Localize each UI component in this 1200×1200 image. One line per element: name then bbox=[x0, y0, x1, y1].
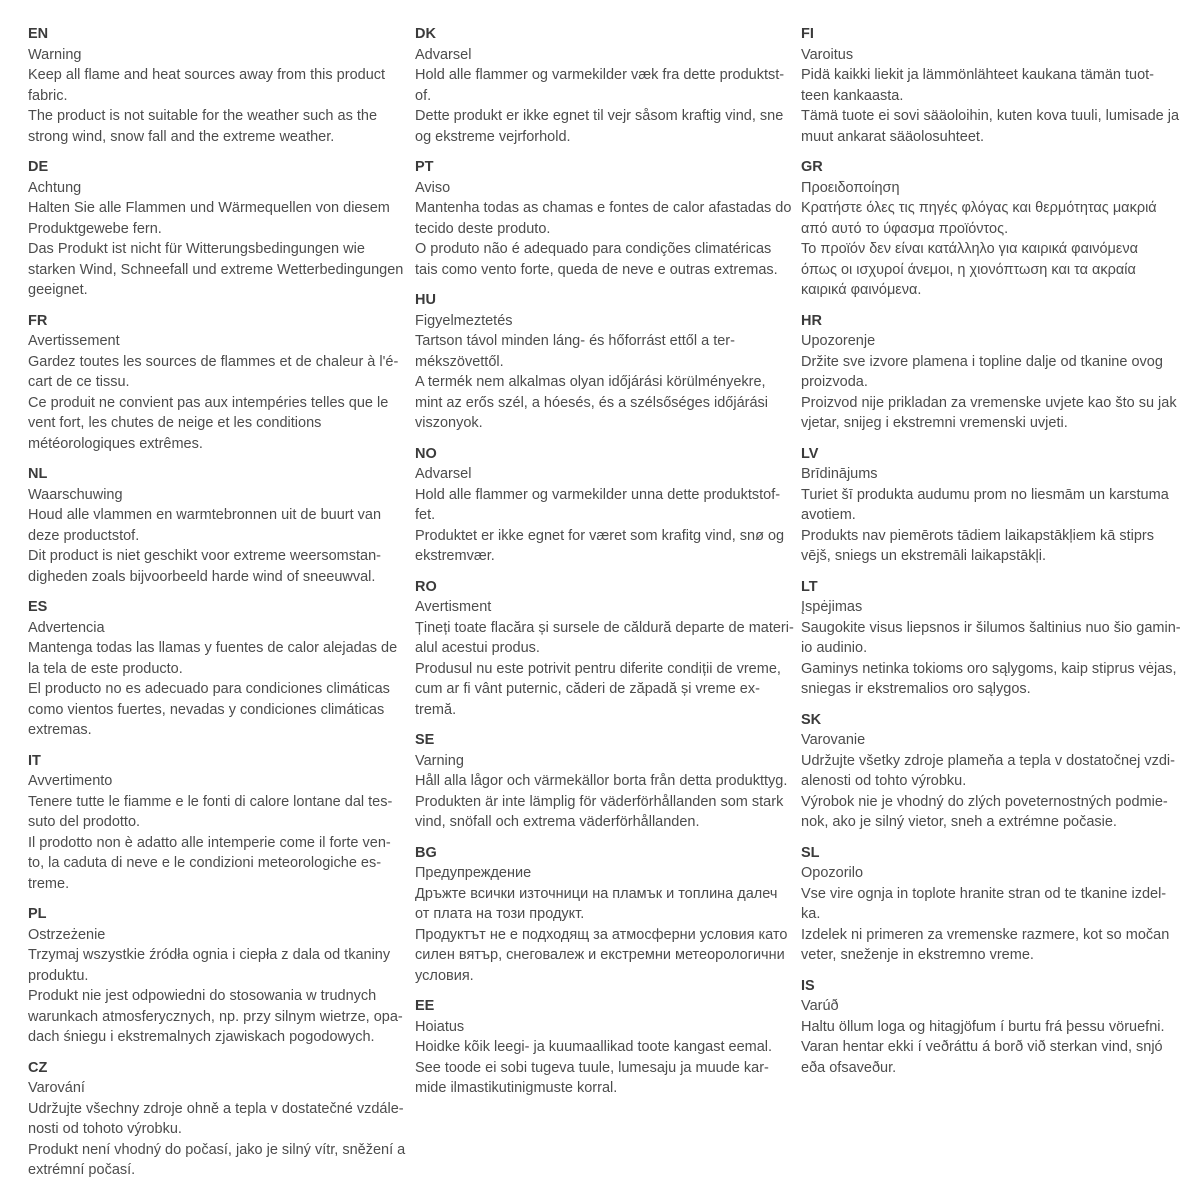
warning-text-line: A termék nem alkalmas olyan időjárási körülményekre, bbox=[415, 374, 766, 390]
warning-word: Įspėjimas bbox=[801, 599, 863, 615]
warning-word: Opozorilo bbox=[801, 865, 864, 881]
warning-word: Ostrzeżenie bbox=[28, 926, 106, 943]
warning-text-line: nosti od tohoto výrobku. bbox=[28, 1121, 182, 1137]
warning-text-line: Το προϊόν δεν είναι κατάλληλο για καιρικά φαινόμενα bbox=[801, 241, 1138, 257]
warning-word: Hoiatus bbox=[415, 1018, 465, 1035]
language-code: IT bbox=[28, 752, 41, 769]
warning-word: Advertencia bbox=[28, 619, 105, 636]
warning-text-line: alul acestui produs. bbox=[415, 640, 540, 656]
warning-text-line: Izdelek ni primeren za vremenske razmere, kot so močan bbox=[801, 926, 1170, 943]
language-code: CZ bbox=[28, 1059, 48, 1076]
language-code: RO bbox=[415, 578, 437, 595]
warning-word: Varovanie bbox=[801, 732, 866, 748]
warning-text-line: tais como vento forte, queda de neve e outras extremas. bbox=[415, 261, 778, 278]
warning-word: Varoitus bbox=[801, 46, 854, 63]
warning-text-line: силен вятър, снеговалеж и екстремни метеорологични bbox=[415, 947, 785, 963]
warning-text-line: suto del prodotto. bbox=[28, 814, 141, 830]
warning-text-line: Vse vire ognja in toplote hranite stran od te tkanine izdel- bbox=[801, 885, 1167, 902]
warning-text-line: veter, sneženje in ekstremno vreme. bbox=[801, 947, 1034, 963]
warning-text-line: deze productstof. bbox=[28, 527, 140, 544]
warning-text-line: cart de ce tissu. bbox=[28, 374, 130, 390]
warning-word: Avvertimento bbox=[28, 773, 113, 789]
warning-text-line: la tela de este producto. bbox=[28, 660, 183, 677]
warning-word: Avertissement bbox=[28, 333, 120, 349]
warning-word: Achtung bbox=[28, 179, 82, 196]
warning-text-line: Дръжте всички източници на пламък и топлина далеч bbox=[415, 885, 778, 902]
warning-text-line: Saugokite visus liepsnos ir šilumos šaltinius nuo šio gamin- bbox=[801, 619, 1181, 636]
warning-word: Advarsel bbox=[415, 46, 472, 63]
warning-text-line: avotiem. bbox=[801, 507, 856, 523]
warning-section-se bbox=[415, 730, 801, 833]
warning-word: Varning bbox=[415, 752, 464, 769]
warning-word: Предупреждение bbox=[415, 865, 532, 881]
warning-text-line: proizvoda. bbox=[801, 374, 868, 390]
warning-text-line: Tenere tutte le fiamme e le fonti di calore lontane dal tes- bbox=[28, 793, 393, 810]
warning-text-line: Tämä tuote ei sovi sääoloihin, kuten kova tuuli, lumisade ja bbox=[801, 108, 1180, 124]
warning-text-line: eða ofsaveður. bbox=[801, 1059, 897, 1076]
warning-section-pt bbox=[415, 157, 801, 280]
language-code: SE bbox=[415, 732, 435, 748]
warning-text-line: Gardez toutes les sources de flammes et de chaleur à l'é- bbox=[28, 353, 399, 370]
warning-text-line: digheden zoals bijvoorbeeld harde wind of sneeuwval. bbox=[28, 568, 376, 585]
warning-text-line: io audinio. bbox=[801, 640, 868, 656]
language-code: FR bbox=[28, 312, 48, 329]
warning-text-line: условия. bbox=[415, 967, 474, 984]
warning-text-line: Dette produkt er ikke egnet til vejr såsom kraftig vind, sne bbox=[415, 108, 784, 124]
warning-text-line: og ekstreme vejrforhold. bbox=[415, 128, 571, 145]
warning-text-line: mide ilmastikutinigmuste korral. bbox=[415, 1080, 618, 1096]
warning-text-line: dach śniegu i ekstremalnych zjawiskach pogodowych. bbox=[28, 1029, 375, 1045]
warning-text-line: Κρατήστε όλες τις πηγές φλόγας και θερμότητας μακριά bbox=[801, 200, 1157, 216]
warning-text-line: Hold alle flammer og varmekilder væk fra dette produktst- bbox=[415, 67, 785, 83]
warning-text-line: treme. bbox=[28, 875, 70, 892]
warning-text-line: El producto no es adecuado para condiciones climáticas bbox=[28, 681, 390, 697]
warning-section-ro bbox=[415, 577, 801, 721]
warning-section-is bbox=[801, 976, 1200, 1079]
warning-text-line: météorologiques extrêmes. bbox=[28, 435, 203, 452]
warning-text-line: of. bbox=[415, 87, 432, 104]
language-code: PT bbox=[415, 159, 434, 175]
warning-text-line: Produkt není vhodný do počasí, jako je silný vítr, sněžení a bbox=[28, 1141, 406, 1158]
warning-text-line: Udržujte všetky zdroje plameňa a tepla v dostatočnej vzdi- bbox=[801, 752, 1175, 769]
warning-text-line: como vientos fuertes, nevadas y condiciones climáticas bbox=[28, 701, 385, 718]
language-code: NL bbox=[28, 466, 48, 482]
warning-section-lv bbox=[801, 444, 1200, 567]
warning-text-line: fet. bbox=[415, 507, 436, 523]
warning-text-line: vind, snöfall och extrema väderförhållanden. bbox=[415, 814, 700, 830]
column-1 bbox=[28, 24, 415, 1200]
language-code: GR bbox=[801, 159, 823, 175]
warning-text-line: nok, ako je silný vietor, sneh a extrémne počasie. bbox=[801, 814, 1117, 830]
warning-text-line: Dit product is niet geschikt voor extreme weersomstan- bbox=[28, 548, 381, 564]
warning-text-line: viszonyok. bbox=[415, 415, 483, 431]
warning-text-line: vent fort, les chutes de neige et les conditions bbox=[28, 415, 322, 431]
warning-section-en bbox=[28, 24, 415, 147]
warning-text-line: Halten Sie alle Flammen und Wärmequellen von diesem bbox=[28, 200, 390, 216]
warning-text-line: Продуктът не е подходящ за атмосферни условия като bbox=[415, 926, 788, 943]
warning-text-line: Produkts nav piemērots tādiem laikapstākļiem kā stiprs bbox=[801, 527, 1154, 544]
warning-text-line: cum ar fi vânt puternic, căderi de zăpadă și vreme ex- bbox=[415, 681, 760, 697]
warning-text-line: Mantenha todas as chamas e fontes de calor afastadas do bbox=[415, 200, 792, 216]
warning-text-line: warunkach atmosferycznych, np. przy silnym wietrze, opa- bbox=[28, 1008, 403, 1025]
column-2 bbox=[415, 24, 801, 1200]
warning-text-line: Hold alle flammer og varmekilder unna dette produktstof- bbox=[415, 486, 781, 503]
warning-text-line: από αυτό το ύφασμα προϊόντος. bbox=[801, 220, 1009, 237]
warning-section-fr bbox=[28, 311, 415, 455]
warning-section-sl bbox=[801, 843, 1200, 966]
warning-text-line: to, la caduta di neve e le condizioni meteorologiche es- bbox=[28, 855, 382, 871]
warning-text-line: ekstremvær. bbox=[415, 548, 495, 564]
language-code: DE bbox=[28, 159, 49, 175]
warning-word: Upozorenje bbox=[801, 333, 876, 349]
warning-text-line: Udržujte všechny zdroje ohně a tepla v dostatečné vzdále- bbox=[28, 1100, 404, 1117]
warning-text-line: Keep all flame and heat sources away from this product bbox=[28, 67, 386, 83]
warning-text-line: mint az erős szél, a hóesés, és a szélsőséges időjárási bbox=[415, 394, 769, 411]
warning-text-line: Proizvod nije prikladan za vremenske uvjete kao što su jak bbox=[801, 394, 1177, 411]
language-code: LV bbox=[801, 445, 819, 462]
warning-text-line: produktu. bbox=[28, 967, 89, 984]
warning-text-line: vjetar, snijeg i ekstremni vremenski uvjeti. bbox=[801, 415, 1068, 431]
warning-word: Figyelmeztetés bbox=[415, 312, 513, 329]
warning-text-line: starken Wind, Schneefall und extreme Wetterbedingungen bbox=[28, 261, 404, 278]
language-code: NO bbox=[415, 445, 437, 462]
warning-text-line: fabric. bbox=[28, 87, 68, 104]
warning-section-it bbox=[28, 751, 415, 895]
column-3 bbox=[801, 24, 1200, 1200]
warning-text-line: Trzymaj wszystkie źródła ognia i ciepła z dala od tkaniny bbox=[28, 947, 391, 963]
warning-text-line: Produktet er ikke egnet for været som krafitg vind, snø og bbox=[415, 527, 785, 544]
warning-text-line: Gaminys netinka tokioms oro sąlygoms, kaip stiprus vėjas, bbox=[801, 660, 1177, 677]
language-code: HR bbox=[801, 312, 822, 329]
warning-text-line: Håll alla lågor och värmekällor borta från detta produkttyg. bbox=[415, 773, 788, 789]
warning-text-line: Tartson távol minden láng- és hőforrást ettől a ter- bbox=[415, 333, 735, 349]
warning-word: Advarsel bbox=[415, 466, 472, 482]
warning-word: Warning bbox=[28, 46, 82, 63]
warning-word: Aviso bbox=[415, 179, 451, 196]
language-code: PL bbox=[28, 906, 47, 922]
warning-word: Waarschuwing bbox=[28, 486, 123, 503]
warning-section-sk bbox=[801, 710, 1200, 833]
warning-text-line: Das Produkt ist nicht für Witterungsbedingungen wie bbox=[28, 241, 365, 257]
warning-section-hr bbox=[801, 311, 1200, 434]
warning-text-line: vējš, sniegs un ekstremāli laikapstākļi. bbox=[801, 548, 1046, 564]
warning-text-line: Produkt nie jest odpowiedni do stosowania w trudnych bbox=[28, 988, 377, 1004]
warning-section-ee bbox=[415, 996, 801, 1099]
warning-word: Προειδοποίηση bbox=[801, 179, 900, 196]
warning-text-line: Varan hentar ekki í veðráttu á borð við sterkan vind, snjó bbox=[801, 1039, 1163, 1055]
warning-text-line: teen kankaasta. bbox=[801, 87, 904, 104]
warning-text-line: tremă. bbox=[415, 701, 457, 718]
warning-text-line: Il prodotto non è adatto alle intemperie come il forte ven- bbox=[28, 834, 391, 851]
warning-text-line: Turiet šī produkta audumu prom no liesmām un karstuma bbox=[801, 486, 1169, 503]
warning-section-no bbox=[415, 444, 801, 567]
warning-word: Brīdinājums bbox=[801, 466, 878, 482]
warning-text-line: The product is not suitable for the weather such as the bbox=[28, 108, 378, 124]
warning-section-bg bbox=[415, 843, 801, 987]
warning-text-line: alenosti od tohto výrobku. bbox=[801, 773, 967, 789]
warning-section-gr bbox=[801, 157, 1200, 301]
warning-text-line: Držite sve izvore plamena i topline dalje od tkanine ovog bbox=[801, 353, 1163, 370]
warning-text-line: Haltu öllum loga og hitagjöfum í burtu frá þessu vöruefni. bbox=[801, 1018, 1165, 1035]
warning-text-line: Mantenga todas las llamas y fuentes de calor alejadas de bbox=[28, 640, 398, 656]
warning-text-line: Pidä kaikki liekit ja lämmönlähteet kaukana tämän tuot- bbox=[801, 67, 1155, 83]
warning-section-fi bbox=[801, 24, 1200, 147]
language-code: EN bbox=[28, 26, 49, 42]
warning-section-pl bbox=[28, 904, 415, 1048]
warning-text-line: Výrobok nie je vhodný do zlých poveternostných podmie- bbox=[801, 793, 1168, 810]
warning-section-hu bbox=[415, 290, 801, 434]
language-code: HU bbox=[415, 292, 436, 308]
warning-text-line: Țineți toate flacăra și sursele de căldură departe de materi- bbox=[415, 619, 794, 636]
warning-text-line: geeignet. bbox=[28, 282, 88, 298]
language-code: ES bbox=[28, 599, 48, 615]
warning-text-line: muut ankarat sääolosuhteet. bbox=[801, 128, 984, 145]
warning-text-line: ka. bbox=[801, 906, 821, 922]
warning-text-line: tecido deste produto. bbox=[415, 220, 551, 237]
warning-text-line: Produkten är inte lämplig för väderförhållanden som stark bbox=[415, 793, 784, 810]
warning-text-line: O produto não é adequado para condições climatéricas bbox=[415, 241, 772, 257]
warning-text-line: sniegas ir ekstremalios oro sąlygos. bbox=[801, 681, 1031, 697]
warning-word: Varúð bbox=[801, 998, 839, 1014]
warning-text-line: Hoidke kõik leegi- ja kuumaallikad toote kangast eemal. bbox=[415, 1039, 773, 1055]
language-code: LT bbox=[801, 578, 818, 595]
warning-text-line: Produktgewebe fern. bbox=[28, 220, 162, 237]
warning-text-line: όπως οι ισχυροί άνεμοι, η χιονόπτωση και τα ακραία bbox=[801, 261, 1136, 278]
language-code: IS bbox=[801, 977, 815, 994]
language-code: SK bbox=[801, 711, 822, 728]
warning-text-line: от плата на този продукт. bbox=[415, 906, 585, 922]
language-code: FI bbox=[801, 26, 814, 42]
warning-section-de bbox=[28, 157, 415, 301]
warning-text-line: καιρικά φαινόμενα. bbox=[801, 282, 922, 298]
language-code: BG bbox=[415, 844, 437, 861]
warning-word: Avertisment bbox=[415, 599, 492, 615]
warning-text-line: Ce produit ne convient pas aux intempéries telles que le bbox=[28, 394, 389, 411]
warning-word: Varování bbox=[28, 1080, 85, 1096]
warning-text-line: Produsul nu este potrivit pentru diferite condiții de vreme, bbox=[415, 660, 781, 677]
warning-section-es bbox=[28, 597, 415, 741]
warning-section-nl bbox=[28, 464, 415, 587]
warning-text-line: mékszövettől. bbox=[415, 353, 504, 370]
language-code: EE bbox=[415, 998, 435, 1014]
warning-text-line: extrémní počasí. bbox=[28, 1162, 136, 1178]
warning-section-cz bbox=[28, 1058, 415, 1181]
warning-section-dk bbox=[415, 24, 801, 147]
warning-text-line: See toode ei sobi tugeva tuule, lumesaju ja muude kar- bbox=[415, 1059, 769, 1076]
language-code: SL bbox=[801, 844, 820, 861]
warning-text-line: strong wind, snow fall and the extreme weather. bbox=[28, 128, 335, 145]
language-code: DK bbox=[415, 26, 436, 42]
warning-text-line: extremas. bbox=[28, 722, 92, 738]
warning-text-line: Houd alle vlammen en warmtebronnen uit de buurt van bbox=[28, 507, 382, 523]
warning-section-lt bbox=[801, 577, 1200, 700]
